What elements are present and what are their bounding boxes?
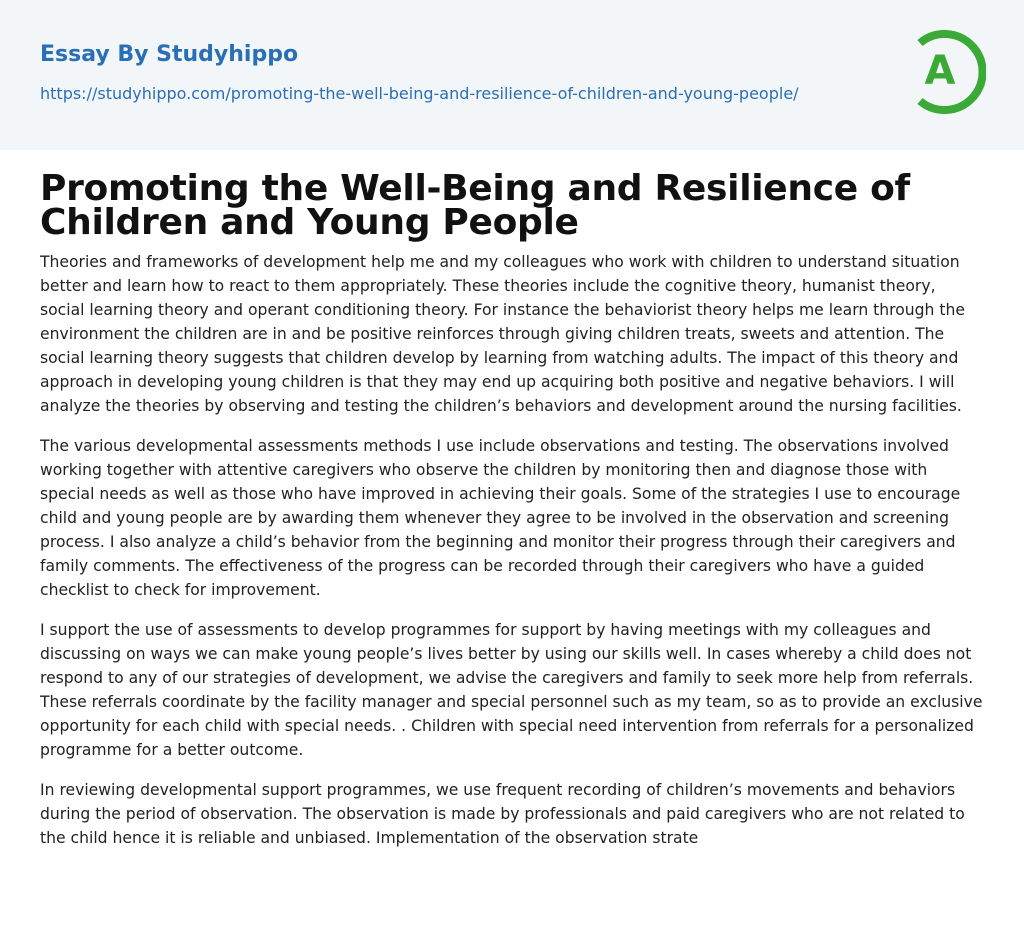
- paragraph: Theories and frameworks of development help me and my colleagues who work with children to understand situation better and learn how to react to them appropriately. These theories include the cognitive theory, humanist theory, social learning theory and operant conditioning theory. For instance the behaviorist theory helps me learn through the environment the children are in and be positive reinforces through giving children treats, sweets and attention. The social learning theory suggests that children develop by learning from watching adults. The impact of this theory and approach in developing young children is that they may end up acquiring both positive and negative behaviors. I will analyze the theories by observing and testing the children’s behaviors and development around the nursing facilities.: [40, 253, 965, 415]
- article-content: [0, 168, 1024, 850]
- studyhippo-logo-icon[interactable]: [912, 28, 986, 116]
- paragraph: I support the use of assessments to develop programmes for support by having meetings with my colleagues and discussing on ways we can make young people’s lives better by using our skills well. In cases whereby a child does not respond to any of our strategies of development, we advise the caregivers and family to seek more help from referrals. These referrals coordinate by the facility manager and special personnel such as my team, so as to provide an exclusive opportunity for each child with special needs. . Children with special need intervention from referrals for a personalized programme for a better outcome.: [40, 621, 983, 759]
- article-title: Promoting the Well-Being and Resilience of Children and Young People: [40, 168, 910, 243]
- paragraph: The various developmental assessments methods I use include observations and testing. The observations involved working together with attentive caregivers who observe the children by monitoring then and diagnose those with special needs as well as those who have improved in achieving their goals. Some of the strategies I use to encourage child and young people are by awarding them whenever they agree to be involved in the observation and screening process. I also analyze a child’s behavior from the beginning and monitor their progress through their caregivers and family comments. The effectiveness of the progress can be recorded through their caregivers who have a guided checklist to check for improvement.: [40, 437, 961, 599]
- paragraph: In reviewing developmental support programmes, we use frequent recording of children’s movements and behaviors during the period of observation. The observation is made by professionals and paid caregivers who are not related to the child hence it is reliable and unbiased. Implementation of the observation strate: [40, 781, 965, 847]
- site-header: [0, 0, 1024, 150]
- brand-title[interactable]: Essay By Studyhippo: [40, 42, 299, 67]
- article-url-link[interactable]: https://studyhippo.com/promoting-the-well-being-and-resilience-of-children-and-young-people/: [40, 84, 799, 103]
- logo-letter: A: [924, 48, 956, 94]
- article-body: [40, 250, 984, 850]
